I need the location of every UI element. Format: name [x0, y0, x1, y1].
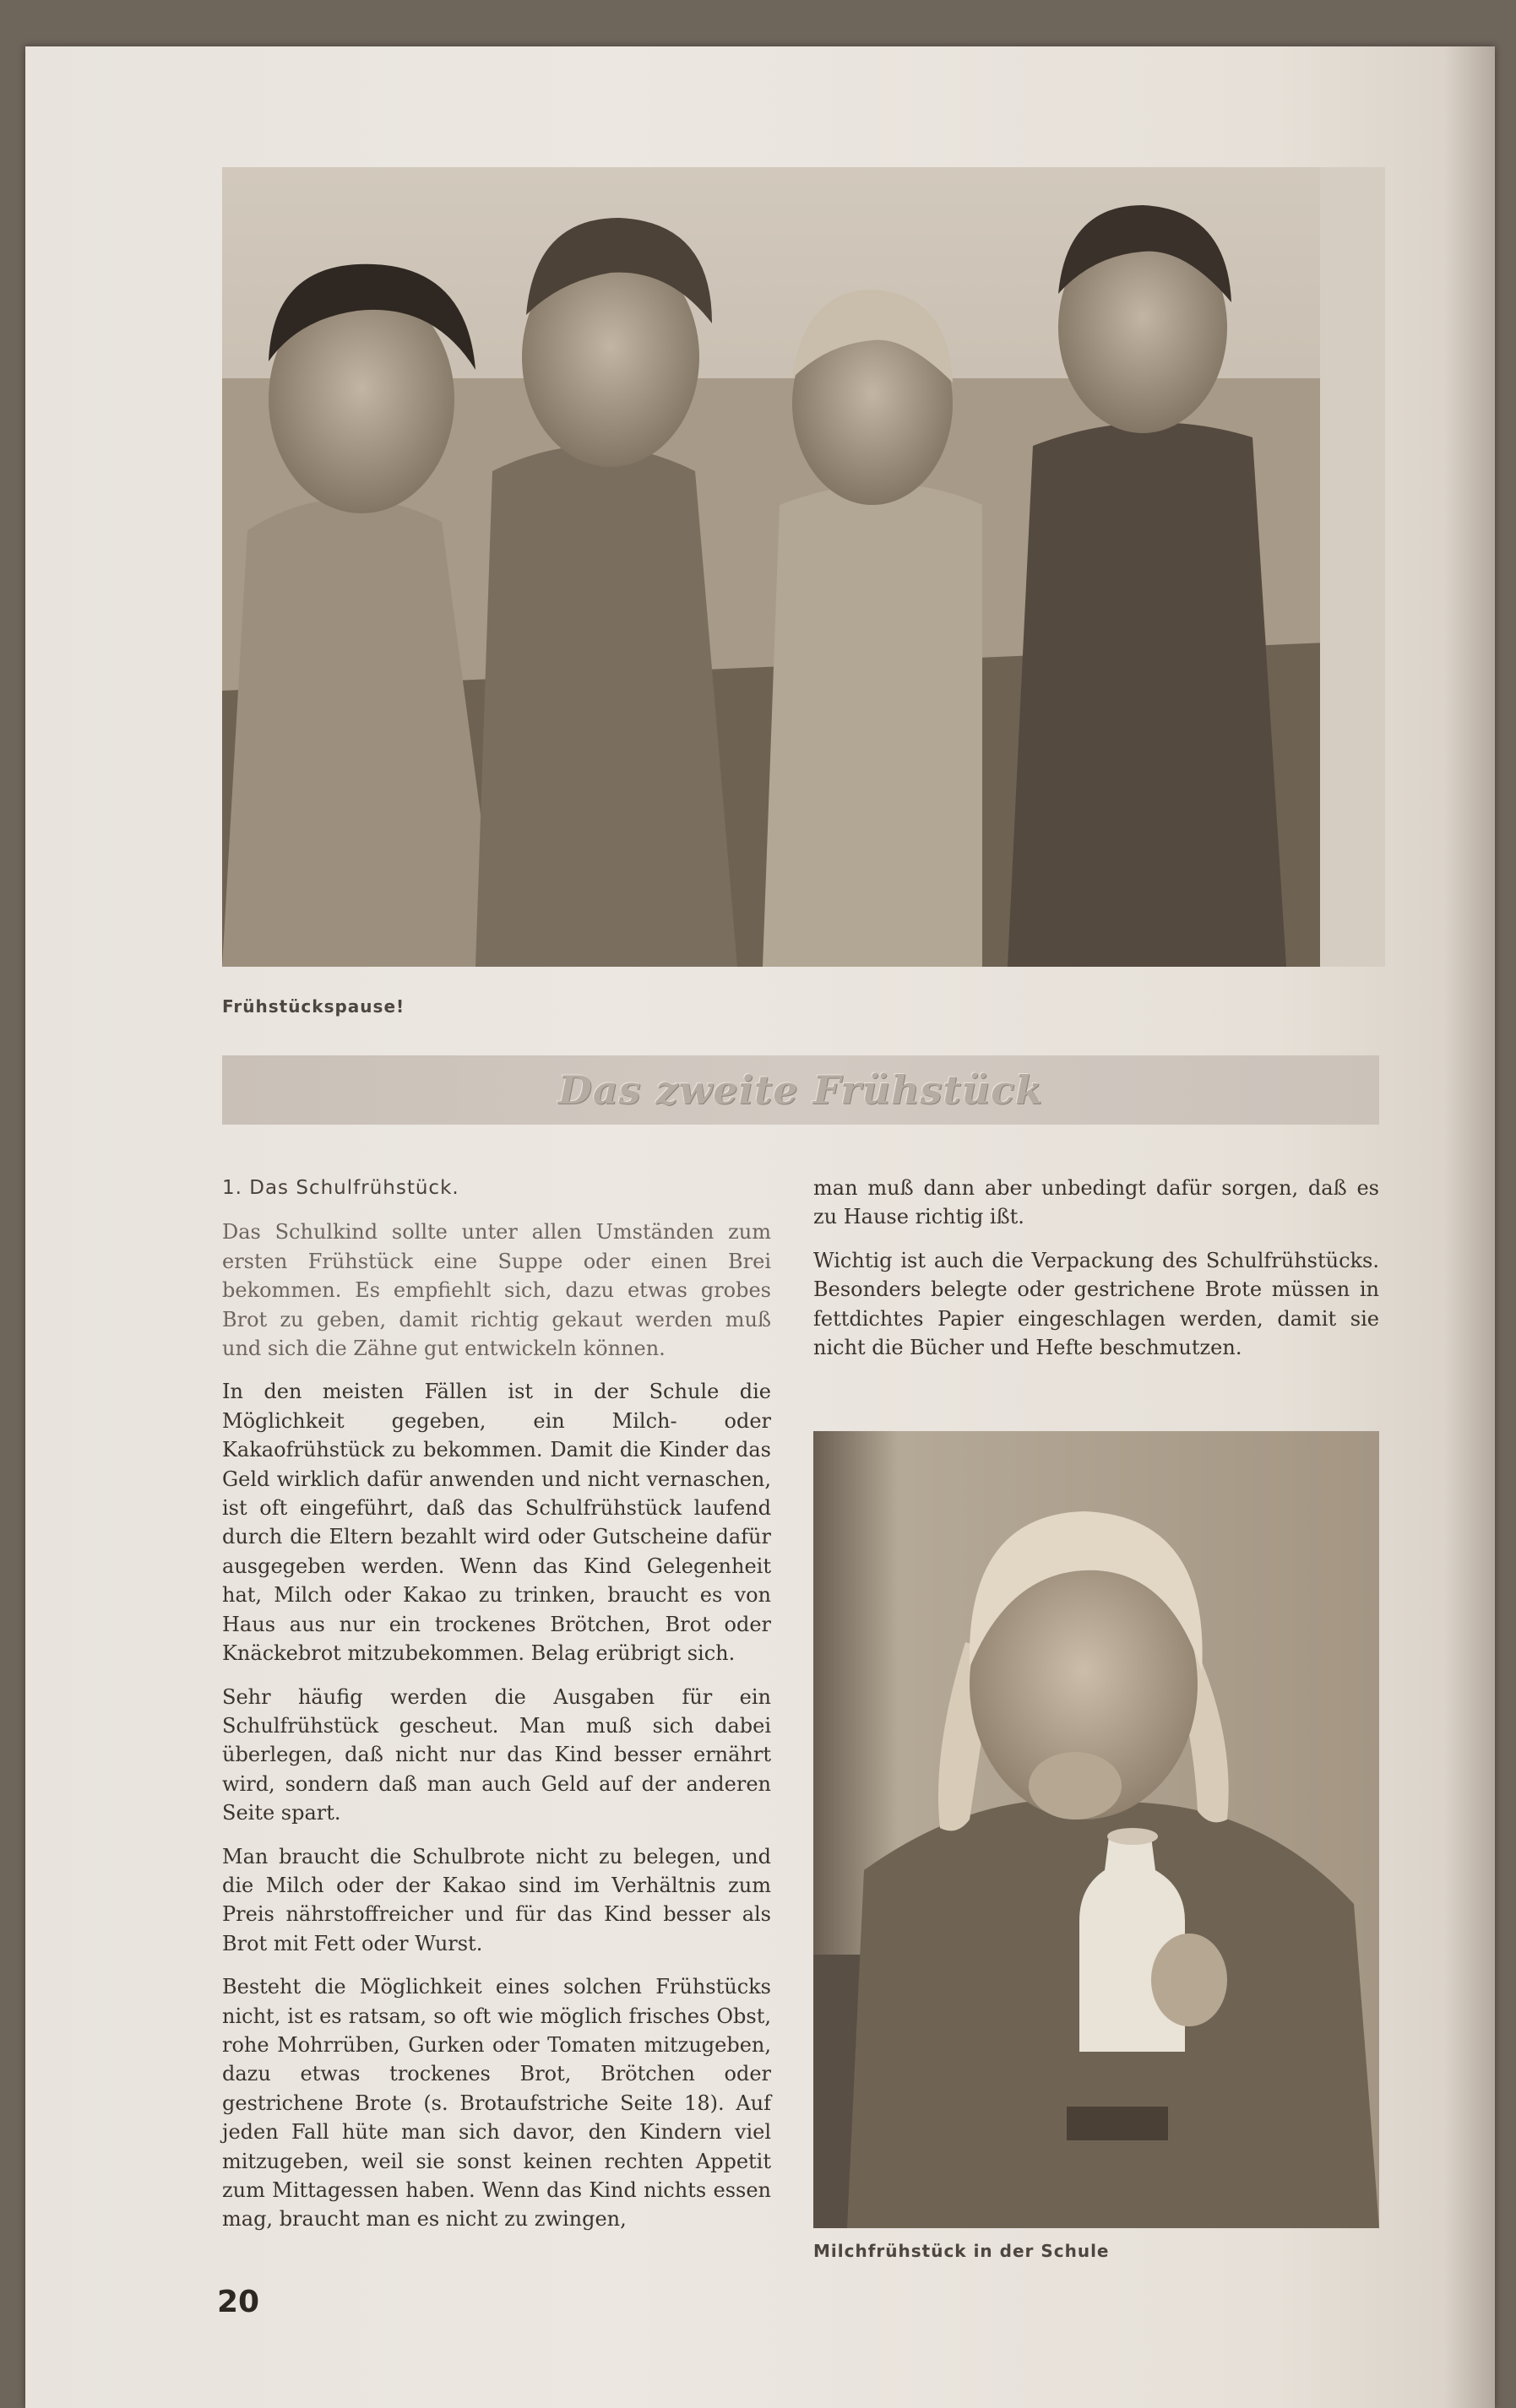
- page-number: 20: [217, 2285, 260, 2319]
- photo-girl-caption: Milchfrühstück in der Schule: [813, 2241, 1110, 2261]
- left-text-column: [222, 1174, 771, 2248]
- heading-band: [222, 1055, 1379, 1125]
- photo-boys-eating: [222, 167, 1385, 967]
- photo-girl-milk: [813, 1431, 1379, 2228]
- paragraph: man muß dann aber unbedingt dafür sorgen, daß es zu Hause richtig ißt.: [813, 1176, 1379, 1229]
- paragraph: Sehr häufig werden die Ausgaben für ein Schulfrühstück gescheut. Man muß sich dabei überlegen, daß nicht nur das Kind besser ernährt wird, sondern daß man auch Geld auf der anderen Seite spart.: [222, 1684, 771, 1825]
- right-text-column: [813, 1174, 1379, 1376]
- page-edge-shadow: [1444, 46, 1495, 2408]
- paragraph: Man braucht die Schulbrote nicht zu belegen, und die Milch oder der Kakao sind im Verhältnis zum Preis nährstoffreicher und für das Kind besser als Brot mit Fett oder Wurst.: [222, 1844, 771, 1955]
- paragraph: Besteht die Möglichkeit eines solchen Frühstücks nicht, ist es ratsam, so oft wie möglich frisches Obst, rohe Mohrrüben, Gurken oder Tomaten mitzugeben, dazu etwas trockenes Brot, Brötchen oder gestrichene Brote (s. Brotaufstriche Seite 18). Auf jeden Fall hüte man sich davor, den Kindern viel mitzugeben, weil sie sonst keinen rechten Appetit zum Mittagessen haben. Wenn das Kind nichts essen mag, braucht man es nicht zu zwingen,: [222, 1975, 771, 2232]
- paragraph: In den meisten Fällen ist in der Schule die Möglichkeit gegeben, ein Milch- oder Kakaofrühstück zu bekommen. Damit die Kinder das Geld wirklich dafür anwenden und nicht vernaschen, ist oft eingeführt, daß das Schulfrühstück laufend durch die Eltern bezahlt wird oder Gutscheine dafür ausgegeben werden. Wenn das Kind Gelegenheit hat, Milch oder Kakao zu trinken, braucht es von Haus aus nur ein trockenes Brötchen, Brot oder Knäckebrot mitzubekommen. Belag erübrigt sich.: [222, 1380, 771, 1666]
- section-title: 1. Das Schulfrühstück.: [222, 1177, 459, 1199]
- page-heading: Das zweite Frühstück: [557, 1067, 1044, 1113]
- photo-boys-caption: Frühstückspause!: [222, 996, 405, 1017]
- paragraph: Das Schulkind sollte unter allen Umständen zum ersten Frühstück eine Suppe oder einen Brei bekommen. Es empfiehlt sich, dazu etwas grobes Brot zu geben, damit richtig gekaut werden muß und sich die Zähne gut entwickeln können.: [222, 1220, 771, 1361]
- paragraph: Wichtig ist auch die Verpackung des Schulfrühstücks. Besonders belegte oder gestrichene Brote müssen in fettdichtes Papier eingeschlagen werden, damit sie nicht die Bücher und Hefte beschmutzen.: [813, 1248, 1379, 1360]
